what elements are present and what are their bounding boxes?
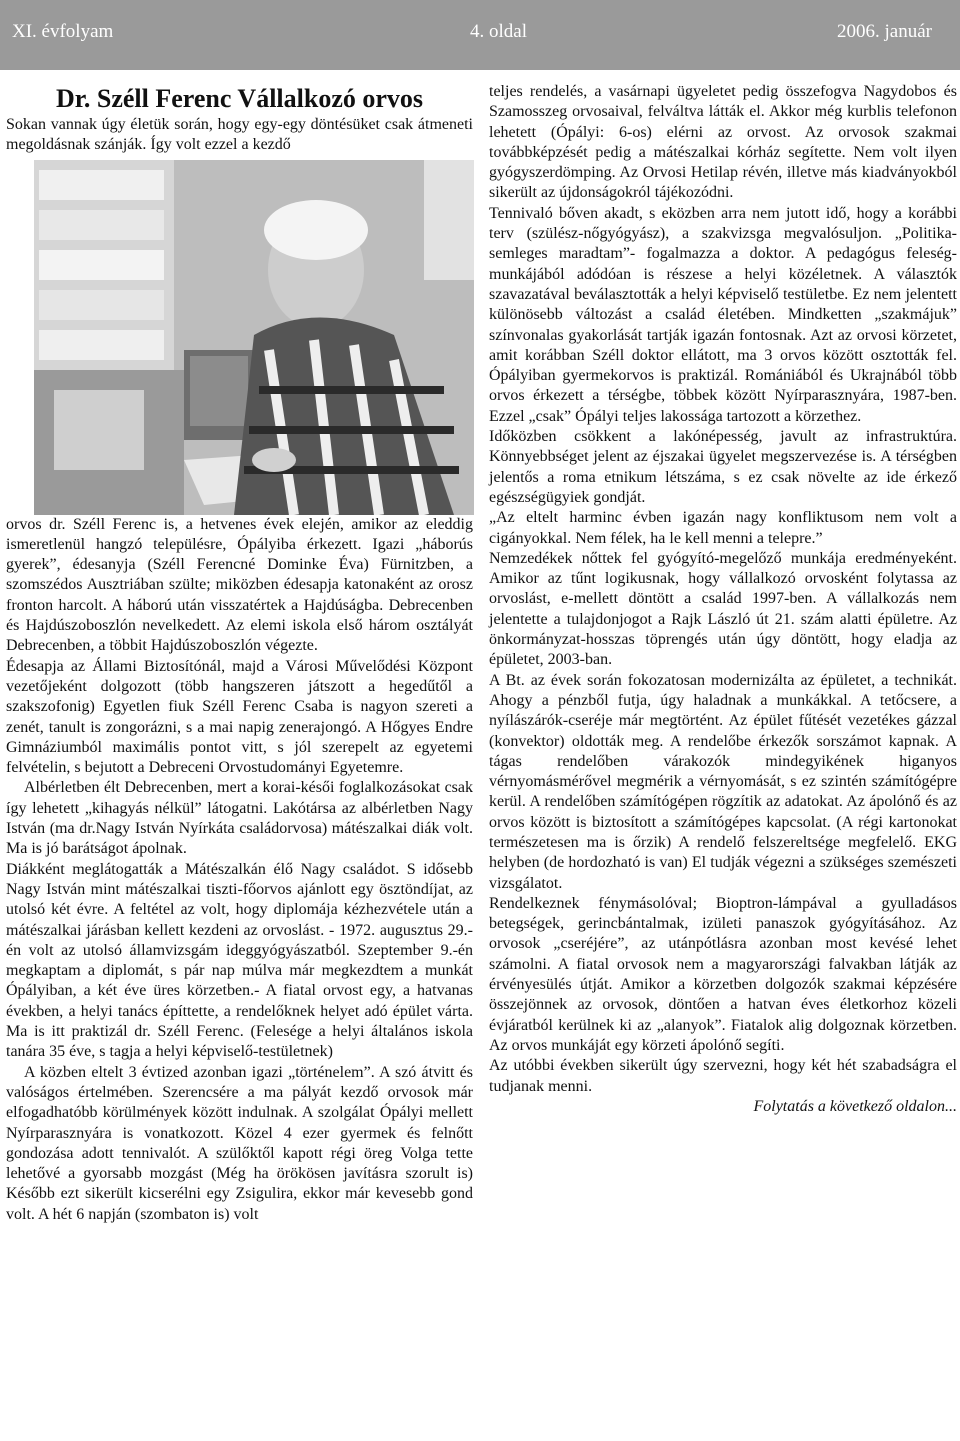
article-lead: Sokan vannak úgy életük során, hogy egy-egy döntésüket csak átmeneti megoldásnak szánják. Így volt ezzel a kezdő	[6, 116, 473, 154]
right-paragraph-8: Az utóbbi években sikerült úgy szervezni, hogy két hét szabadságra el tudjanak menni.	[489, 1057, 957, 1095]
article-title: Dr. Széll Ferenc Vállalkozó orvos	[55, 84, 424, 113]
left-paragraph-2: Édesapja az Állami Biztosítónál, majd a Városi Művelődési Központ vezetőjeként dolgozott (több hangszeren játszott a hegedűtől a szakszofonig) Egyetlen fiuk Széll Ferenc Csaba is nagyon szereti a zenét, tanult is zongorázni, s a mai napig zenerajongó. A Hőgyes Endre Gimnáziumból maximális pontot vitt, s jól szerepelt az egyetemi felvételin, s bejutott a Debreceni Orvostudományi Egyetemre.	[6, 657, 473, 777]
issue-date: 2006. január	[837, 21, 932, 42]
left-paragraph-5: A közben eltelt 3 évtized azonban igazi „történelem”. A szó átvitt és valóságos értelmében. Szerencsére a ma pályát kezdő orvosok már elfogadhatóbb körülmények között indulnak. A szolgálat Ópályi mellett Nyírparasznyára is vonatkozott. Közel 4 ezer gyermek és felnőtt gondozása adott tennivalót. A szülőktől kapott régi öreg Volga tette lehetővé a gyorsabb mozgást (Még ha örökösen javításra szorult is) Később ezt sikerült kicserélni egy Zsigulira, ekkor már kevesebb gond volt. A hét 6 napján (szombaton is) volt	[6, 1063, 473, 1223]
left-column	[6, 83, 473, 1225]
page-number: 4. oldal	[470, 21, 527, 42]
article-photo	[34, 160, 474, 515]
right-paragraph-6: A Bt. az évek során fokozatosan modernizálta az épületet, a technikát. Ahogy a pénzből futja, úgy haladnak a munkákkal. A tetőcsere, a nyílászárók-cseréje már megtörtént. Az épület fűtését vezetékes gázzal (konvektor) oldották meg. A rendelőbe érkezők sorszámot kapnak. A tágas rendelőben várakozók mindegyikének higanyos vérnyomásmérővel megmérik a vérnyomását, s ez szintén számítógépre kerül. A rendelőben számítógépen rögzítik az adatokat. Az ápolónő és az orvos között is biztosított a számítógépes kapcsolat. (A régi kartonokat természetesen ma is őrzik) A rendelő felszereltsége megfelelő. EKG helyben (de hordozható is van) El tudják végezni a szükséges szemészeti vizsgálatot.	[489, 671, 957, 892]
continuation-note: Folytatás a következő oldalon...	[753, 1097, 957, 1115]
page-header	[0, 0, 960, 70]
right-paragraph-1: teljes rendelés, a vasárnapi ügyeletet pedig összefogva Nagydobos és Szamosszeg orvosaival, felváltva látták el. Akkor még kurblis telefonon lehetett (Ópályi: 6-os) elérni az orvost. Az orvosok szakmai továbbképzését pedig a mátészalkai kórház segítette. Nem volt ilyen gyógyszerdömping. Az Orvosi Hetilap révén, illetve más kiadványokból sikerült az újdonságokról tájékozódni.	[489, 83, 957, 202]
right-column	[489, 82, 957, 1117]
right-paragraph-7: Rendelkeznek fénymásolóval; Bioptron-lámpával a gyulladásos betegségek, gerincbántalmak, izületi panaszok gyógyításához. Az orvosok „cseréjére”, az utánpótlásra azonban most kevésé lehet számolni. A fiatal orvosok nem a magyarországi falvakban látják az érvényesülés útját. Amikor a körzetben dolgozók szakmai képzésére összejönnek az orvosok, döntően a hatvan éves életkorhoz közeli évjáratból kerülnek ki az „alanyok”. Fiatalok alig dolgoznak körzetben. Az orvos munkáját egy körzeti ápolónő segíti.	[489, 894, 957, 1054]
left-paragraph-1: orvos dr. Széll Ferenc is, a hetvenes évek elején, amikor az eleddig ismeretlenül hangzó településre, Ópályiba érkezett. Igazi „háborús gyerek”, édesanyja (Széll Ferencné Dominke Éva) Fürnitzben, a szomszédos Ausztriában szülte; miközben édesapja katonaként az orosz fronton harcolt. A háború után visszatértek a Hajdúságba. Debrecenben és Hajdúszoboszlón nevelkedett. Az elemi iskola első három osztályát Debrecenben, a többit Hajdúszoboszlón végezte.	[6, 515, 473, 655]
right-paragraph-2: Tennivaló bőven akadt, s eközben arra nem jutott idő, hogy a korábbi terv (szülész-nőgyógyász), a szakvizsga megvalósuljon. „Politika-semleges maradtam”- fogalmazza a doktor. A pedagógus feleség-munkájából adódóan is részese a helyi közéletnek. A választók szavazatával beválasztották a helyi képviselő testületbe. Ez nem jelentett különösebb változást a család életében. Mindketten „szakmájuk” színvonalas gyakorlását tartják igazán fontosnak. Azt az orvosi körzetet, amit korábban Széll doktor ellátott, ma 3 orvos között osztották fel. Ópályiban gyermekorvos is praktizál. Romániából és Ukrajnából több orvos érkezett a térségbe, többek között Nyírparasznyára, 1987-ben. Ezzel „csak” Ópályi teljes lakossága tartozott a körzethez.	[489, 204, 957, 425]
left-paragraph-3: Albérletben élt Debrecenben, mert a korai-késői foglalkozásokat csak így lehetett „kihagyás nélkül” látogatni. Lakótársa az albérletben Nagy István (ma dr.Nagy István Nyírkáta családorvosa) mátészalkai diák volt. Ma is jó barátságot ápolnak.	[6, 779, 473, 858]
doctor-at-computer-photo	[34, 160, 474, 515]
right-paragraph-4: „Az eltelt harminc évben igazán nagy konfliktusom nem volt a cigányokkal. Nem félek, ha le kell menni a telepre.”	[489, 509, 957, 547]
right-paragraph-5: Nemzedékek nőttek fel gyógyító-megelőző munkája eredményeként. Amikor az tűnt logikusnak, hogy vállalkozó orvosként folytassa az orvoslást, e-mellett döntött a család 1997-ben. A vállalkozás nem jelentette a tulajdonjogot a Rajk László út 21. szám alatti épületre. Az önkormányzat-hosszas töprengés után úgy döntött, hogy eladja az épületet, 2003-ban.	[489, 549, 957, 669]
right-paragraph-3: Időközben csökkent a lakónépesség, javult az infrastruktúra. Könnyebbséget jelent az éjszakai ügyelet megszervezése is. A térségben jelentős a roma etnikum létszáma, s ez csak növelte az ide érkező egészségügyiek gondját.	[489, 428, 957, 506]
left-paragraph-4: Diákként meglátogatták a Mátészalkán élő Nagy családot. S idősebb Nagy István mint mátészalkai tiszti-főorvos ajánlott egy ösztöndíjat, az utolsó két évre. A feltétel az volt, hogy diplomája kézhezvétele után a mátészalkai járásban kellett kezdeni az orvoslást. - 1972. augusztus 29.-én volt az utolsó államvizsgám ideggyógyászatból. Szeptember 9.-én megkaptam a diplomát, s pár nap múlva már megkezdtem a munkát Ópályiban, a két éve üres körzetben.- A fiatal orvost egy, a hatvanas években, a helyi tanács építtette, a rendelőknek helyet adó épület várta. Ma is itt praktizál dr. Széll Ferenc. (Felesége a helyi általános iskola tanára 35 éve, s tagja a helyi képviselő-testületnek)	[6, 860, 473, 1061]
volume-label: XI. évfolyam	[12, 21, 114, 42]
